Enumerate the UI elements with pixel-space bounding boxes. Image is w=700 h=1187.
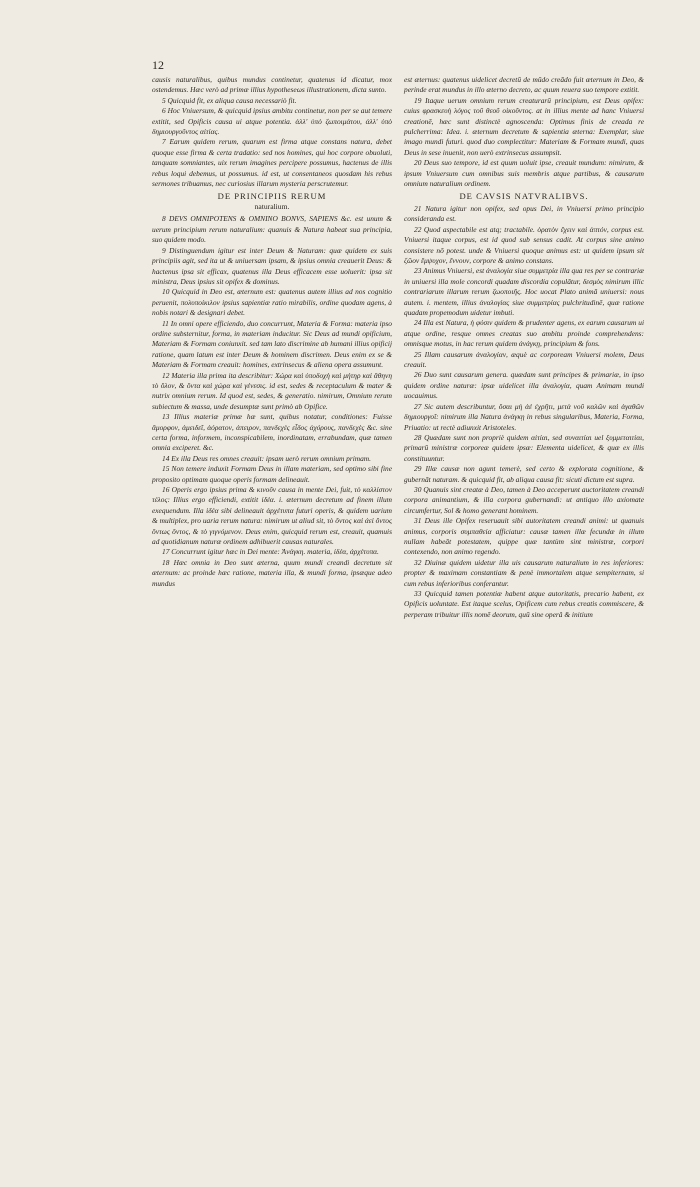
numbered-paragraph: 9 Distinguendum igitur est inter Deum & Naturam: quæ quidem ex suis principiis agit, sed ita ut & uniuersam ipsam, & ipsius omnia creauerit Deus: & hactenus ipsa sit efficax, quatenus illa Deus efficacem esse uoluerit: ipsa sit ministra, Deus ipsius sit opifex & dominus. [152,245,392,286]
numbered-paragraph: 14 Ex illa Deus res omnes creauit: ipsam uerò rerum omnium primam. [162,453,371,463]
section-heading-text: DE PRINCIPIIS RERUM [217,191,327,202]
right-column [404,75,644,620]
numbered-paragraph: 18 Hæc omnia in Deo sunt æterna, quum mundi creandi decretum sit æternum: ac proinde hæc ratione, materia illa, & mundi forma, ipsæque adeo mundus [152,557,392,588]
page-number: 12 [152,58,164,72]
left-column [152,75,392,589]
numbered-paragraph: 15 Non temere induxit Formam Deus in illam materiam, sed optimo sibi fine proposito optimam quoque operis formam delineauit. [152,464,392,484]
numbered-paragraph: 19 Itaque uerum omnium rerum creaturarū principium, est Deus opifex: cuius φρασκευὴ λόγος τοῦ θεοῦ οἰκοῦντος. at in illius mente ad hanc Vniuersi creationē, hæc sunt distinctè agnoscenda: Optimus finis de creada re pulcherrima: Idea. i. æternum decretum & sapientia æterna: Exemplar, siue imago mundi futuri. quod duo complectitur: Materiam & Formam mundi, quas Deus in sese inuenit, non uerò extrinsecus assumpsit. [404,95,644,157]
numbered-paragraph: 21 Natura igitur non opifex, sed opus Dei, in Vniuersi primo principio consideranda est. [404,203,644,224]
numbered-paragraph: 24 Illa est Natura, ἡ φύσιν quidem & prudenter agens, ex earum causarum ui atque ordine, resque omnes creatas suo ambitu proinde comprehendens: omnisque motus, in hac rerum quidem ἀνάγκῃ, principium & fons. [404,318,644,349]
numbered-paragraph: 17 Concurrunt igitur hæc in Dei mente: Ἀνάγκη. materia, ἰδέα, ἀρχέτυπα. [162,547,379,557]
section-heading-sub: naturalium. [254,201,290,211]
numbered-paragraph: 28 Quædam sunt non propriè quidem αἰτίαι, sed συναιτίαι uel ξυμμεταιτίαι, primarū ministræ corporeæ quidem ipsæ: Elementa uidelicet, & quæ ex illis constituuntur. [404,432,644,463]
numbered-paragraph: 33 Quicquid tamen potentiæ habent atque autoritatis, precario habent, ex Opificis uoluntate. Est itaque scelus, Opificem cum rebus creatis commiscere, & perperam tribuitur illis nomē deorum, quū sine operâ & initium [404,589,644,619]
numbered-paragraph: 11 In omni opere efficiendo, duo concurrunt, Materia & Forma: materia ipso ordine substernitur, forma, in materiam inducitur. Sic Deus ad mundi opificium, Materiam & Formam coniunxit. sed tam lato discrimine ab humani illius opificij ratione, quam latum est inter Deum & hominem discrimen. Deus enim ex se & Materiam & Formam creauit: homines, extrinsecus & aliena opera assumunt. [152,318,392,370]
numbered-paragraph: 13 Illius materiæ primæ hæ sunt, quibus notatur, conditiones: Fuisse ἄμορφον, ἀμειδεῖ, ἀόρατον, ἀπειρον, πανδεχὲς εἶδος ἀχόρους, πανδεχὲς &c. sine certa forma, informem, inconspicabilem, inordinatam, errabundam, quæ tamen omnia exciperet. &c. [152,412,392,453]
numbered-paragraph: 32 Diuinæ quidem uidetur illa uis causarum naturalium in res inferiores: propter & maximam constantiam & penè immortalem atque sempiternam, si cum rebus inferioribus conferantur. [404,557,644,588]
numbered-paragraph: 31 Deus ille Opifex reseruauit sibi autoritatem creandi animi: ut quanuis animus, corporis συμπαθεία afficiatur: causæ tamen illæ fecundæ in illum nullam habeāt potestatem, quippe quæ tantùm sint ministræ, corpori contexendo, non animo regendo. [404,516,644,557]
numbered-paragraph: 25 Illam causarum ἀναλογίαν, æquè ac corpoream Vniuersi molem, Deus creauit. [404,349,644,370]
numbered-paragraph: 8 DEVS OMNIPOTENS & OMNINO BONVS, SAPIENS &c. est unum & uerum principium rerum naturalium: quanuis & Natura habeat sua principia, suo quidem modo. [152,214,392,245]
numbered-paragraph: 20 Deus suo tempore, id est quum uoluit ipse, creauit mundum: nimirum, & ipsum Vniuersum cum omnibus suis membris atque partibus, & causarum omnium naturalium ordinem. [404,158,644,189]
section-heading-text: DE CAVSIS NATVRALIBVS. [459,191,589,202]
numbered-paragraph: 7 Earum quidem rerum, quarum est firma atque constans natura, debet quoque esse firma & certa tradatio: sed nos homines, qui hoc corpore obuoluti, tanquam somniantes, uix rerum imagines percipere possumus, hactenus de illis rebus loqui debemus, ut possumus. id est, ut consentaneos quosdam his rebus sermones tribuamus, nec curiosius illarum mysteria perscrutemur. [152,137,392,189]
numbered-paragraph: 10 Quicquid in Deo est, æternum est: quatenus autem illius ad nos cognitio peruenit, πολυποίκιλον ipsius sapientiæ ratio mirabilis, ordine quodam agens, à nobis notari & designari debet. [152,287,392,318]
numbered-paragraph: 30 Quanuis sint creatæ à Deo, tamen à Deo acceperunt auctoritatem creandi corpora animantium, & illa corpora gubernandi: ut antiquo illo axiomate circumfertur, Sol & homo generant hominem. [404,484,644,515]
section-heading [152,191,392,212]
numbered-paragraph: 12 Materia illa prima ita describitur: Χώρα καὶ ὑποδοχὴ καὶ μήτηρ καὶ ἄθηνη τὸ ὅλον, & ὄντα καὶ χώρα καὶ γένεσις. id est, sedes & receptaculum & mater & nutrix omnium rerum. Id quod est, sedes, & generatio. nimirum, Omnium rerum subiectum & massa, unde desumptæ sunt primò ab Opifice. [152,370,392,411]
numbered-paragraph: 29 Illæ causæ non agunt temerè, sed certo & explorata cognitione, & gubernāt naturam. & quicquid fit, ab aliqua causa fit: sicuti dictum est supra. [404,464,644,484]
numbered-paragraph: 22 Quod aspectabile est atq; tractabile. ὁρατὸν ἔχειν καὶ ἁπτόν, corpus est. Vniuersi itaque corpus, est id quod sub sensus cadit. At corpus sine animo consistere nō potest. unde & Vniuersi quoque animus est: ut quidem ipsum sit ζῶον ἔμψυχον, ἔννουν, corpore & animo constans. [404,224,644,265]
numbered-paragraph: 26 Duo sunt causarum genera. quædam sunt principes & primariæ, in ipso quidem ordine naturæ: ipsæ uidelicet illa ἀναλογία, quam Animam mundi uocauimus. [404,370,644,401]
continued-paragraph: causis naturalibus, quibus mundus continetur, quatenus id dicatur, mox ostendemus. Hæc verò ad primæ illius hypotheseωs illustrationem, dicta sunto. [152,75,392,95]
numbered-paragraph: 16 Operis ergo ipsius prima & κινοῦν causa in mente Dei, fuit, τὸ καλλίστον τέλος: Illius ergo efficiendi, extitit ἰδέα. i. æternum decretum ad finem illum exequendum. Illa ἰδέα sibi delineauit ἀρχέτυπα futuri operis, & quidem uarium & multiplex, pro uaria rerum natura: nimirum ut aliud sit, τὸ ὄντος καὶ ἀεὶ ὄντος ὄντως ὄντος, & τὸ γιγνόμενον. Deus enim, quicquid rerum est, creauit, quamuis ad quotidianum naturæ ordinem adhibuerit causas naturales. [152,485,392,547]
numbered-paragraph: 6 Hoc Vniuersum, & quicquid ipsius ambitu continetur, non per se aut temere extitit, sed Opificis causa ui atque potentia. ἀλλ' ὑπὸ ζωποιμάτου, ἀλλ' ὑπὸ δημιουργοῦντος αἰτίας. [152,106,392,137]
numbered-paragraph: 5 Quicquid fit, ex aliqua causa necessariò fit. [162,95,297,105]
continued-paragraph: est æternus: quatenus uidelicet decretū de mūdo creādo fuit æternum in Deo, & perinde erat mundus in illo æterno decreto, ac quum reuera suo tempore extitit. [404,75,644,95]
numbered-paragraph: 23 Animus Vniuersi, est ἀναλογία siue συμμετρία illa qua res per se contrariæ in uniuersi illa mole concordi quadam discordia copulātur, δεσμὸς nimirum illic contrariarum illarum rerum ζωοποιῆς. Hoc uocat Plato animā uniuersi: nous autem. i. mentem, illius ἀναλογίας siue συμμετρίας pulchritudinē, quæ ratione quadam propemodum uidetur imbuti. [404,266,644,318]
section-heading [404,191,644,202]
numbered-paragraph: 27 Sic autem describuntur, ὅσαι μὴ ἀέ ἐχρῆτι, μετὰ νοῦ καλῶν καὶ ἀγαθῶν δημιουργοῖ: nimirum illa Natura ἀνάγκῃ in rebus singularibus, Materia, Forma, Priuatio: ut rectè adiunxit Aristoteles. [404,401,644,432]
